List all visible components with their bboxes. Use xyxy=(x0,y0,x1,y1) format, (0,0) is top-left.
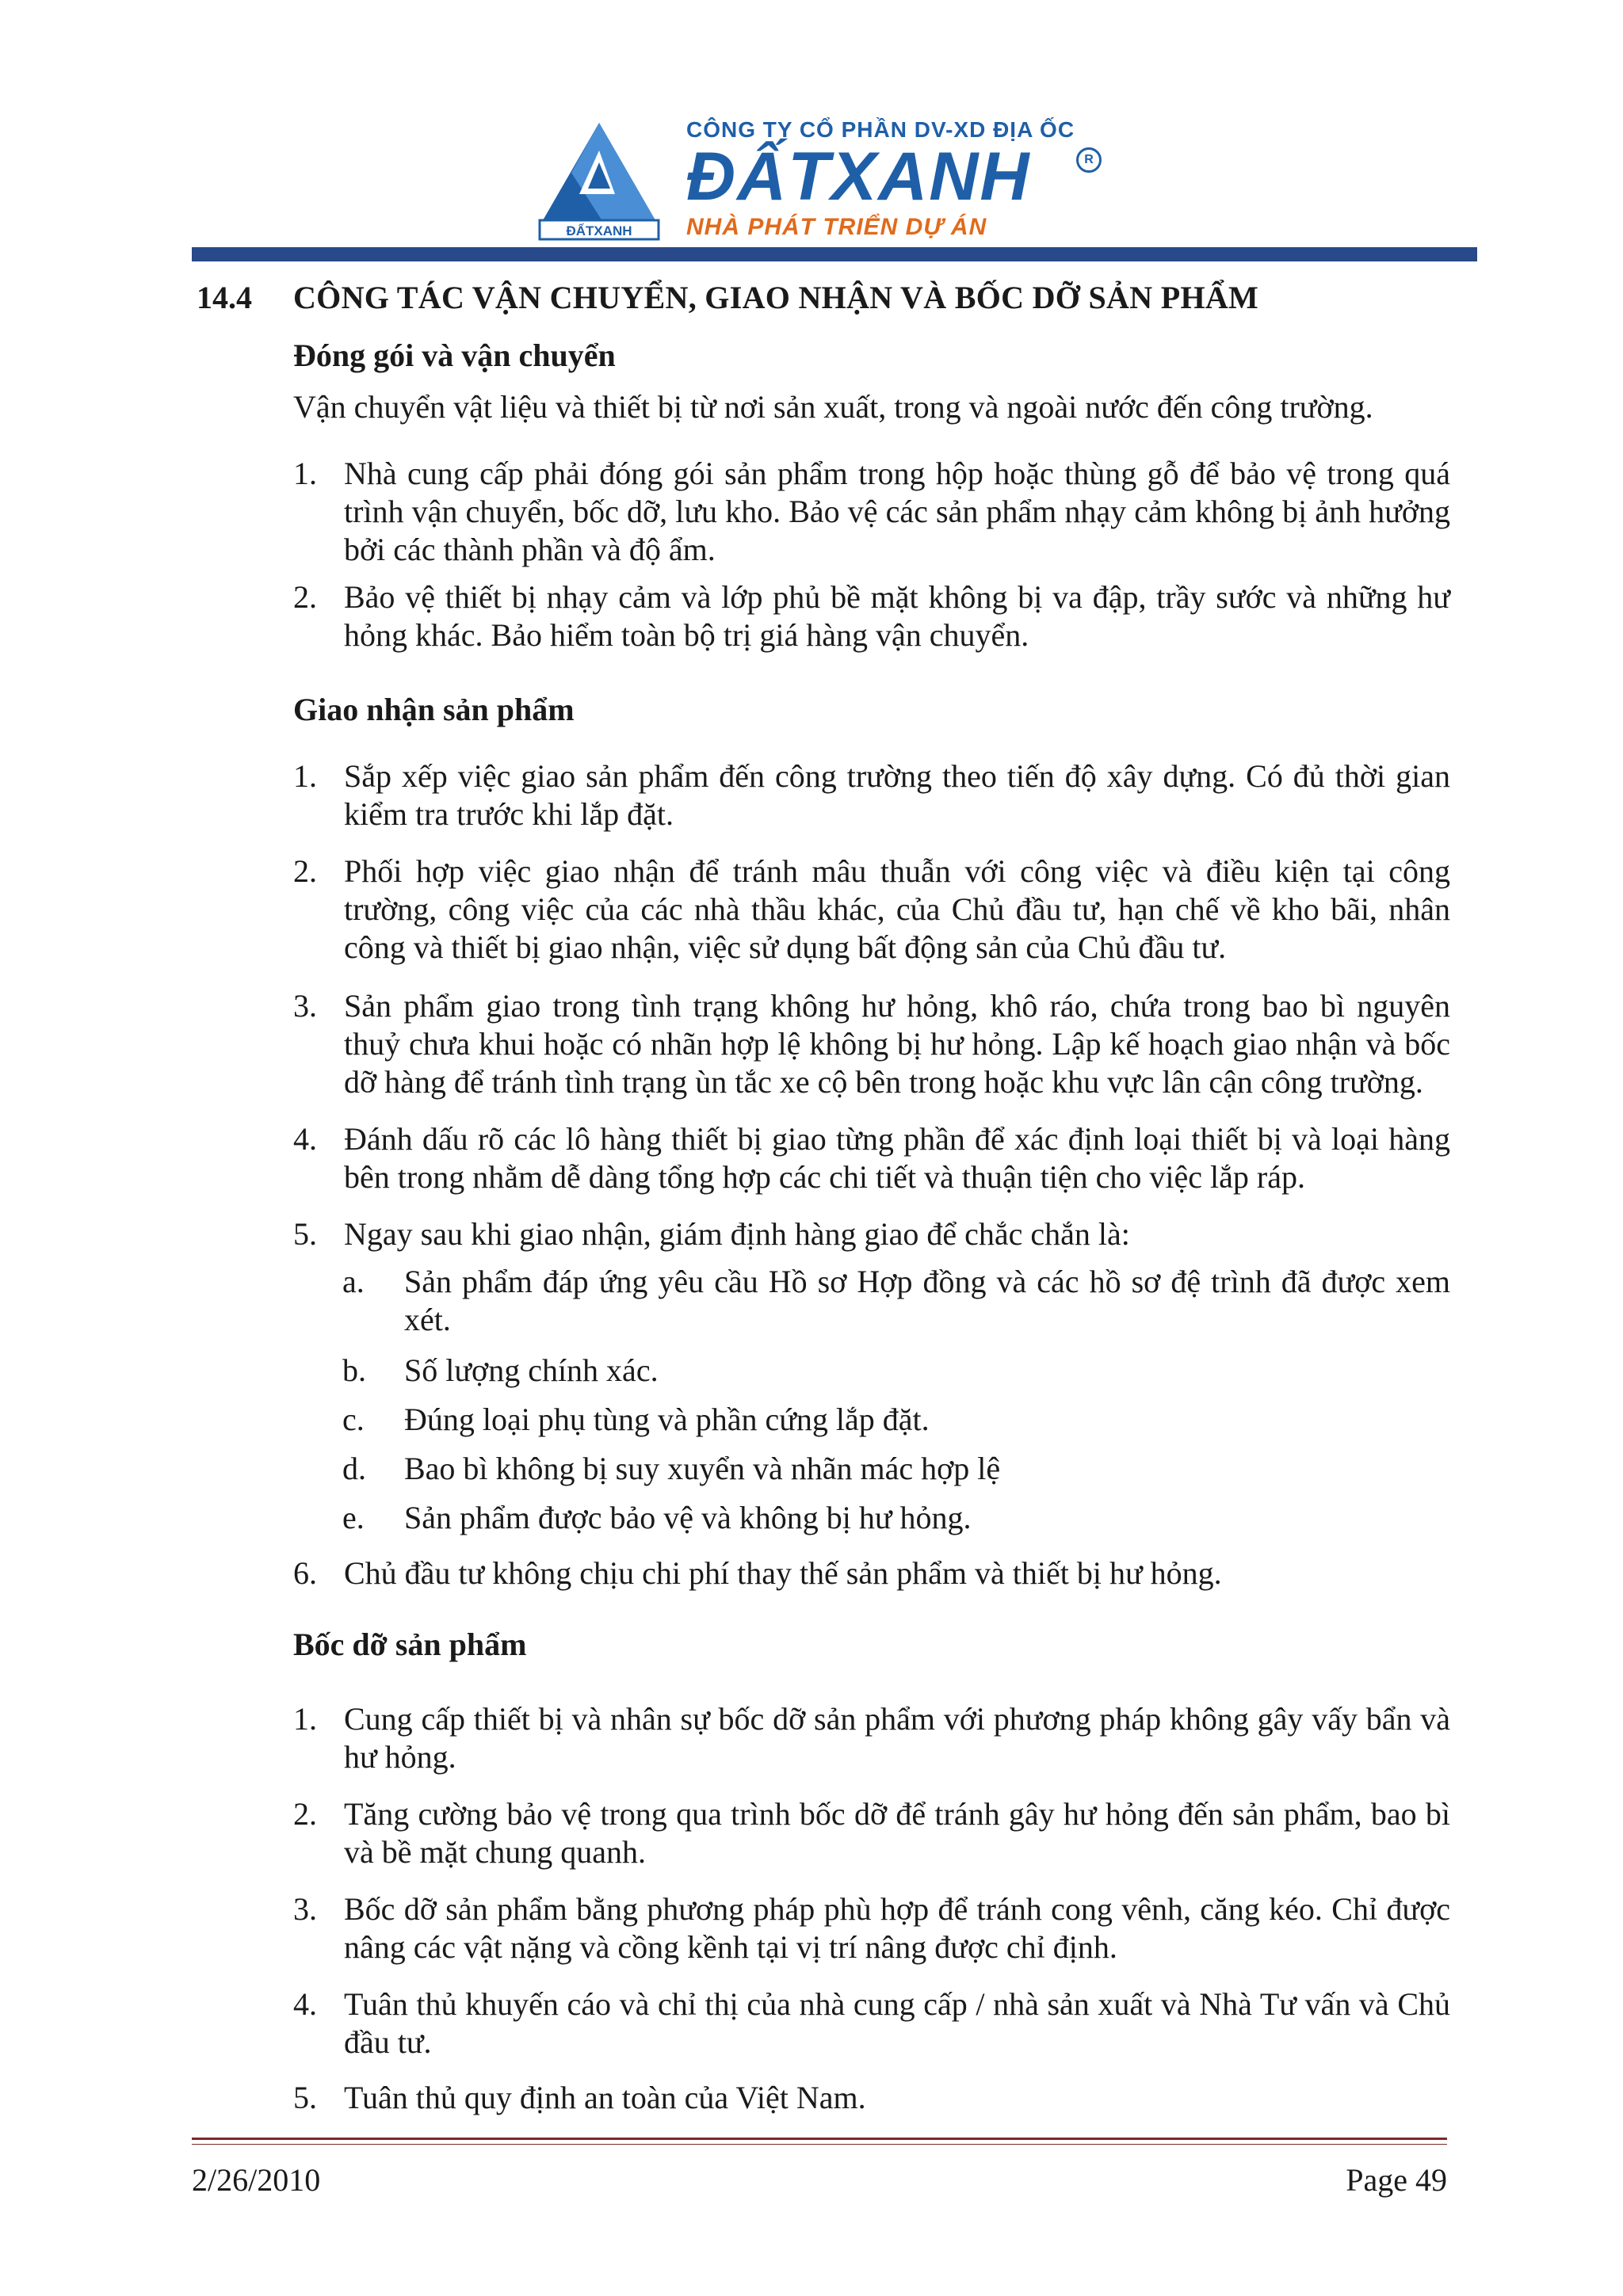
list-item-number: 2. xyxy=(293,853,317,889)
sub-list-item-letter: b. xyxy=(342,1352,366,1388)
list-item-number: 1. xyxy=(293,456,317,491)
list-item-text: Nhà cung cấp phải đóng gói sản phẩm trong hộp hoặc thùng gỗ để bảo vệ trong quá trình vận chuyển, bốc dỡ, lưu kho. Bảo vệ các sản phẩm nhạy cảm không bị ảnh hưởng bởi các thành phần và độ ẩm. xyxy=(344,456,1450,567)
list-item xyxy=(293,2079,1450,2117)
list-item-number: 3. xyxy=(293,1891,317,1927)
sub-list-item-letter: e. xyxy=(342,1500,365,1535)
sub-list-item-text: Sản phẩm được bảo vệ và không bị hư hỏng. xyxy=(404,1500,972,1535)
list-item-number: 1. xyxy=(293,758,317,794)
list-item-text: Tuân thủ khuyến cáo và chỉ thị của nhà cung cấp / nhà sản xuất và Nhà Tư vấn và Chủ đầu tư. xyxy=(344,1986,1450,2060)
sub-list-item-text: Đúng loại phụ tùng và phần cứng lắp đặt. xyxy=(404,1402,930,1437)
sub-list-item xyxy=(342,1352,1450,1390)
list-item xyxy=(293,1215,1450,1253)
packing-intro: Vận chuyển vật liệu và thiết bị từ nơi sản xuất, trong và ngoài nước đến công trường. xyxy=(293,389,1373,425)
list-item-number: 4. xyxy=(293,1986,317,2022)
sub-list-item xyxy=(342,1450,1450,1488)
subheading-packing: Đóng gói và vận chuyển xyxy=(293,338,616,373)
sub-list-item xyxy=(342,1499,1450,1537)
list-item-number: 2. xyxy=(293,1796,317,1832)
company-tagline: NHÀ PHÁT TRIỂN DỰ ÁN xyxy=(686,214,987,240)
list-item-number: 3. xyxy=(293,988,317,1024)
company-name-line: CÔNG TY CỔ PHẦN DV-XD ĐỊA ỐC xyxy=(686,117,1075,142)
registered-mark-icon: R xyxy=(1076,147,1102,173)
header-divider-bar xyxy=(192,247,1477,261)
brand-name: ĐẤTXANH xyxy=(686,139,1031,215)
list-item-number: 4. xyxy=(293,1121,317,1157)
sub-list-item xyxy=(342,1263,1450,1339)
list-item xyxy=(293,1890,1450,1966)
list-item-text: Bảo vệ thiết bị nhạy cảm và lớp phủ bề mặt không bị va đập, trầy sước và những hư hỏng khác. Bảo hiểm toàn bộ trị giá hàng vận chuyển. xyxy=(344,579,1450,653)
page-header xyxy=(0,0,1623,261)
list-item-text: Bốc dỡ sản phẩm bằng phương pháp phù hợp để tránh cong vênh, căng kéo. Chỉ được nâng các vật nặng và cồng kềnh tại vị trí nâng được chỉ định. xyxy=(344,1891,1450,1965)
list-item-text: Tăng cường bảo vệ trong qua trình bốc dỡ để tránh gây hư hỏng đến sản phẩm, bao bì và bề mặt chung quanh. xyxy=(344,1796,1450,1870)
sub-list-item-letter: a. xyxy=(342,1264,365,1299)
list-item-text: Sản phẩm giao trong tình trạng không hư hỏng, khô ráo, chứa trong bao bì nguyên thuỷ chưa khui hoặc có nhãn hợp lệ không bị hư hỏng. Lập kế hoạch giao nhận và bốc dỡ hàng để tránh tình trạng ùn tắc xe cộ bên trong hoặc khu vực lân cận công trường. xyxy=(344,988,1450,1100)
sub-list-item-letter: d. xyxy=(342,1451,366,1486)
list-item-number: 1. xyxy=(293,1701,317,1737)
list-item xyxy=(293,757,1450,833)
list-item xyxy=(293,1700,1450,1776)
list-item xyxy=(293,455,1450,569)
list-item-number: 2. xyxy=(293,579,317,615)
subheading-handling: Bốc dỡ sản phẩm xyxy=(293,1627,527,1662)
list-item-text: Chủ đầu tư không chịu chi phí thay thế sản phẩm và thiết bị hư hỏng. xyxy=(344,1555,1222,1591)
list-item xyxy=(293,1985,1450,2061)
list-item-text: Ngay sau khi giao nhận, giám định hàng giao để chắc chắn là: xyxy=(344,1216,1130,1252)
section-title: CÔNG TÁC VẬN CHUYỂN, GIAO NHẬN VÀ BỐC DỠ SẢN PHẨM xyxy=(293,280,1259,315)
list-item-number: 5. xyxy=(293,2080,317,2115)
sub-list-item xyxy=(342,1401,1450,1439)
sub-list-item-letter: c. xyxy=(342,1402,365,1437)
list-item-number: 5. xyxy=(293,1216,317,1252)
footer-date: 2/26/2010 xyxy=(192,2162,321,2198)
footer-rule xyxy=(192,2138,1447,2140)
sub-list-item-text: Sản phẩm đáp ứng yêu cầu Hồ sơ Hợp đồng và các hồ sơ đệ trình đã được xem xét. xyxy=(404,1264,1450,1337)
list-item xyxy=(293,1120,1450,1196)
list-item xyxy=(293,578,1450,654)
section-number: 14.4 xyxy=(197,280,252,315)
list-item-text: Tuân thủ quy định an toàn của Việt Nam. xyxy=(344,2080,866,2115)
list-item xyxy=(293,852,1450,967)
list-item xyxy=(293,987,1450,1101)
sub-list-item-text: Số lượng chính xác. xyxy=(404,1352,659,1388)
subheading-delivery: Giao nhận sản phẩm xyxy=(293,692,575,727)
footer-rule-thin xyxy=(192,2144,1447,2145)
list-item xyxy=(293,1554,1450,1592)
list-item-number: 6. xyxy=(293,1555,317,1591)
list-item-text: Đánh dấu rõ các lô hàng thiết bị giao từng phần để xác định loại thiết bị và loại hàng bên trong nhằm dễ dàng tổng hợp các chi tiết và thuận tiện cho việc lắp ráp. xyxy=(344,1121,1450,1195)
list-item-text: Sắp xếp việc giao sản phẩm đến công trường theo tiến độ xây dựng. Có đủ thời gian kiểm tra trước khi lắp đặt. xyxy=(344,758,1450,832)
company-logo-icon xyxy=(536,119,663,242)
sub-list-item-text: Bao bì không bị suy xuyển và nhãn mác hợp lệ xyxy=(404,1451,1001,1486)
list-item xyxy=(293,1795,1450,1871)
footer-page-number: Page 49 xyxy=(1346,2162,1447,2198)
list-item-text: Cung cấp thiết bị và nhân sự bốc dỡ sản phẩm với phương pháp không gây vấy bẩn và hư hỏng. xyxy=(344,1701,1450,1775)
list-item-text: Phối hợp việc giao nhận để tránh mâu thuẫn với công việc và điều kiện tại công trường, công việc của các nhà thầu khác, của Chủ đầu tư, hạn chế về kho bãi, nhân công và thiết bị giao nhận, việc sử dụng bất động sản của Chủ đầu tư. xyxy=(344,853,1450,965)
logo-wordmark: ĐẤTXANH xyxy=(566,223,632,238)
